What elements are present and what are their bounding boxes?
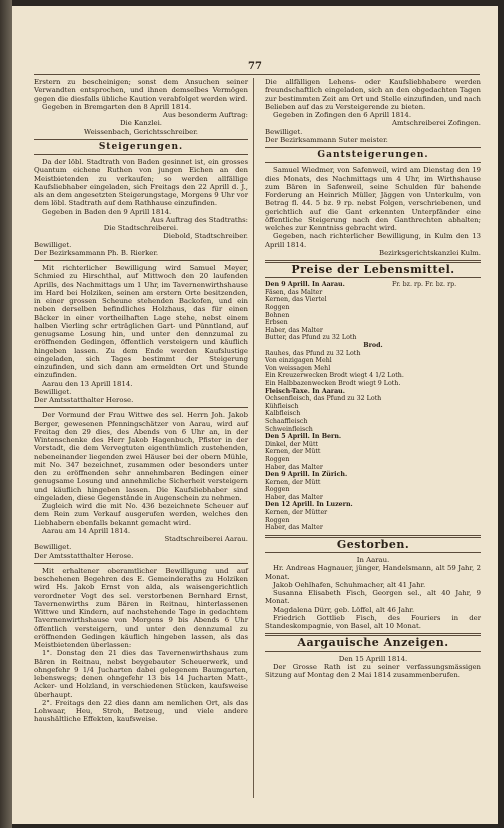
notice-authority: Bezirksgerichtskanzlei Kulm. — [379, 248, 481, 257]
market-heading: Den 5 Aprill. In Bern. — [265, 433, 342, 441]
section-rule — [265, 552, 481, 553]
notice-authority: Amtschreiberei Zofingen. — [391, 119, 481, 128]
price-row: Haber, das Malter — [265, 326, 323, 334]
notice-date: Aarau am 14 Aprill 1814. — [42, 526, 131, 535]
price-row: Kernen, das Viertel — [265, 296, 327, 304]
brod-heading: Brod. — [363, 342, 383, 349]
price-table — [265, 281, 481, 532]
notice-signature: Die Kanzlei. — [120, 119, 162, 128]
notice-text: Zugleich wird die mit No. 436 bezeichnete Scheuer auf dem Rein zum Verkauf ausgerufen werden, welches den Liebhabern ebenfalls bekannt gemacht wird. — [34, 502, 248, 527]
price-columns: Fr. bz. rp. Fr. bz. rp. — [391, 281, 457, 289]
price-row: Dinkel, der Mütt — [265, 440, 319, 448]
announcement-date: Den 15 Aprill 1814. — [338, 654, 408, 663]
notice-text: Da der löbl. Stadtrath von Baden gesinnet ist, ein grosses Quantum eichene Ruthen von jungen Eichen an den Meistbietenden zu verkaufen; so werden allfällige Kaufsliebhaber eingeladen, sich Freitags den 22 Aprill d. J., als an dem angesetzten Steigerungstage, Morgens 9 Uhr vor dem löbl. Stadtrath auf dem Rathhause einzufinden. — [34, 158, 248, 208]
price-row: Haber, das Malter — [265, 493, 323, 501]
notice-text: 2°. Freitags den 22 dies dann am nemlichen Ort, als das Lohwaar, Heu, Stroh, Betzeug, und viele andere haushältliche Effekten, kaufsweise. — [34, 698, 248, 724]
notice-text: 1°. Donstag den 21 dies das Tavernenwirthshaus zum Bären in Reitnau, nebst beygebauter Scheuerwerk, und ohngefehr 9 1/4 Jucharten dabei gelegenem Baumgarten, lebenswegs; denen ohngefehr 13 bis 14 Jucharten Matt-, Acker- und Holzland, in verschiedenen Stücken, kaufsweise überhaupt. — [34, 649, 248, 699]
market-heading: Den 9 Aprill. In Zürich. — [265, 471, 348, 479]
death-entry: Friedrich Gottlieb Fisch, des Fouriers in der Standeskompagnie, von Basel, alt 10 Monat. — [265, 613, 481, 631]
approval-signature: Der Bezirksammann Ph. B. Rierker. — [34, 248, 159, 257]
approval-label: Bewilliget. — [265, 127, 303, 136]
deaths-place: In Aarau. — [356, 556, 390, 565]
approval-label: Bewilliget. — [34, 387, 72, 396]
price-row: Roggen — [265, 304, 290, 312]
price-row: Kernen, der Mütt — [265, 448, 321, 456]
section-rule — [265, 651, 481, 652]
death-entry: Jakob Oehlhafen, Schuhmacher, alt 41 Jahr. — [273, 580, 426, 589]
right-column — [265, 78, 481, 679]
page-number: 77 — [248, 61, 262, 72]
notice-authority: Stadtschreiberei Aarau. — [164, 535, 248, 543]
approval-label: Bewilliget. — [34, 240, 72, 249]
notice-rule — [34, 407, 248, 408]
notice-text: Mit erhaltener oberamtlicher Bewilligung und auf beschehenen Begehren des E. Gemeinderaths zu Holziken wird Hs. Jakob Ernst von alda, als waisengerichtlich verordneter Vogt des sel. verstorbenen Bernhard Ernst, Tavernenwirths zum Bären in Reitnau, hinterlassenen Wittwe und Kindern, auf nachstehende Tage in gedachtem Tavernenwirthshause von Morgens 9 bis Abends 6 Uhr öffentlich versteigern, und unter den dennzumal zu eröffnenden Gedingen käuflich hingeben lassen, als das Meistbietenden überlassen: — [34, 566, 248, 649]
price-row: Kalbfleisch — [265, 410, 301, 418]
price-row: Roggen — [265, 516, 290, 524]
death-entry: Magdalena Dürr, geb. Löffel, alt 46 Jahr. — [273, 605, 415, 614]
price-row: Fäsen, das Malter — [265, 288, 323, 296]
announcements-heading: Aargauische Anzeigen. — [297, 636, 449, 650]
price-row: Ein Halbbazenwecken Brodt wiegt 9 Loth. — [265, 379, 401, 387]
price-row: Rauhes, das Pfund zu 32 Loth — [265, 349, 361, 357]
price-row: Ein Kreuzerwecken Brodt wiegt 4 1/2 Loth. — [265, 372, 404, 380]
price-row: Kernen, der Mütt — [265, 478, 321, 486]
notice-rule — [34, 260, 248, 261]
death-entry: Susanna Elisabeth Fisch, Georgen sel., alt 40 Jahr, 9 Monat. — [265, 589, 481, 606]
deaths-heading: Gestorben. — [336, 537, 410, 551]
newspaper-page — [12, 6, 498, 824]
section-rule — [265, 147, 481, 148]
book-gutter — [0, 0, 12, 828]
approval-signature: Der Bezirksammann Suter meister. — [265, 135, 388, 144]
notice-text: Samuel Wiedmer, von Safenweil, wird am Dienstag den 19 dies Monats, des Nachmittags um 4 Uhr, im Wirthshause zum Bären in Safenweil, seine Schulden für bahende Forderung an Heinrich Müller, Jäggen von Unterkulm, von Betrag fl. 44. 5 bz. 9 rp. nebst Folgen, verschriebenen, und gerichtlich auf die Gant erkennten Unterpfänder eine öffentliche Steigerung nach den Ganthrechten abhalten; welches zur Kenntniss gebracht wird. — [265, 166, 481, 232]
notice-text: Die allfälligen Lehens- oder Kaufsliebhabere werden freundschaftlich eingeladen, sich an den obgedachten Tagen zur bestimmten Zeit am Ort und Stelle einzufinden, und nach Belieben auf das zu Versteigerende zu bieten. — [265, 78, 481, 111]
price-row: Roggen — [265, 455, 290, 463]
approval-signature: Der Amtsstatthalter Herose. — [34, 551, 134, 560]
market-heading: Den 9 Aprill. In Aarau. — [265, 281, 345, 289]
section-rule — [34, 139, 248, 140]
price-row: Von einzigagen Mehl — [265, 357, 332, 365]
notice-text: Erstern zu bescheinigen; sonst dem Ansuchen seiner Verwandten entsprochen, und ihnen demselbes Vermögen gegen die diesfalls übliche Kaution verabfolget werden wird. — [34, 78, 248, 103]
price-row: Von weissagen Mehl — [265, 364, 331, 372]
price-row: Schweinfleisch — [265, 425, 313, 433]
market-heading: Fleisch-Taxe. In Aarau. — [265, 387, 345, 395]
notice-authority: Aus besonderm Auftrag: — [162, 111, 248, 119]
section-rule — [34, 154, 248, 155]
notice-rule — [34, 563, 248, 564]
price-row: Haber, das Malter — [265, 524, 323, 532]
price-row: Kühfleisch — [265, 402, 299, 410]
price-row: Haber, das Malter — [265, 463, 323, 471]
price-row: Roggen — [265, 486, 290, 494]
header-rule — [34, 74, 480, 75]
column-divider — [253, 78, 254, 798]
section-heading: Gantsteigerungen. — [317, 150, 429, 160]
death-entry: Hr. Andreas Hagnauer, jünger, Handelsmann, alt 59 Jahr, 2 Monat. — [265, 564, 481, 581]
price-row: Bohnen — [265, 311, 290, 319]
announcement-text: Der Grosse Rath ist zu seiner verfassungsmässigen Sitzung auf Montag den 2 Mai 1814 zusammenberufen. — [265, 662, 481, 680]
notice-signature: Die Stadtschreiberei. — [103, 224, 179, 232]
price-row: Ochsenfleisch, das Pfund zu 32 Loth — [265, 395, 382, 403]
notice-date: Gegeben in Baden den 9 Aprill 1814. — [42, 207, 172, 216]
notice-text: Mit richterlicher Bewilligung wird Samuel Meyer, Schmied zu Hirschthal, auf Mittwoch den 20 laufenden Aprills, des Nachmittags um 1 Uhr, im Tavernenwirthshause im Hard bei Holziken, seinen am erstern Orte besitzenden, in einer grossen Scheune stehenden Backofen, und ein neben derselben befindliches Holzhaus, das für einen Bäcker in einer vortheilhaften Lage stehe, nebst einem halben Vierling schr erträglichen Gart- und Pünntland, auf genugsame Losung hin, und unter den dennzumal zu eröffnenden Gedingen, öffentlich versteigern und käuflich hingeben lassen. Zu dem Ende werden Kaufslustige eingeladen, sich Tages bestimmt der Steigerung einzufinden, und sich dann am ermeldten Ort und Stunde einzufinden. — [34, 264, 248, 380]
notice-authority: Aus Auftrag des Stadtraths: — [150, 215, 248, 224]
section-heading: Steigerungen. — [98, 141, 184, 152]
prices-heading: Preise der Lebensmittel. — [291, 263, 455, 276]
section-rule — [265, 277, 481, 278]
left-column — [34, 78, 248, 724]
notice-text: Der Vormund der Frau Wittwe des sel. Herrn Joh. Jakob Berger, gewesenen Pfenningschätzer von Aarau, wird auf Freitag den 29 dies, des Abends von 6 Uhr an, in der Wintenschenke des Herr Jakob Hagenbuch, Pfister in der Vorstadt, die dem Vervegtuten eigenthümlich zustehenden, nebeneinander liegenden zwei Häuser bei der obern Mühle, mit No. 347 bezeichnet, zusammen oder besonders unter den zu eröffnenden sehr annehmbaren Bedingen einer genugsame Losung und annehmliche Sicherheit versteigern und käuflich hingeben lassen. Die Kaufsliebhaber sind eingeladen, diese Gegenstände in Augenschein zu nehmen. — [34, 411, 248, 502]
notice-date: Aarau den 13 Aprill 1814. — [42, 379, 133, 388]
notice-date: Gegeben, nach richterlicher Bewilligung, in Kulm den 13 Aprill 1814. — [265, 232, 481, 249]
notice-date: Gegeben in Zofingen den 6 Aprill 1814. — [273, 111, 412, 119]
price-row: Butter, das Pfund zu 32 Loth — [265, 334, 357, 342]
approval-label: Bewilliget. — [34, 543, 72, 552]
market-heading: Den 12 Aprill. In Luzern. — [265, 501, 353, 509]
notice-date: Gegeben in Bremgarten den 8 Aprill 1814. — [42, 102, 192, 111]
approval-signature: Der Amtsstatthalter Herose. — [34, 396, 134, 404]
price-row: Kernen, der Mütter — [265, 509, 328, 517]
notice-signature: Diebold, Stadtschreiber. — [163, 232, 248, 241]
notice-signature: Weissenbach, Gerichtsschreiber. — [84, 127, 198, 136]
price-row: Erbsen — [265, 319, 288, 327]
price-row: Schaaffleisch — [265, 417, 308, 425]
section-rule — [265, 162, 481, 163]
